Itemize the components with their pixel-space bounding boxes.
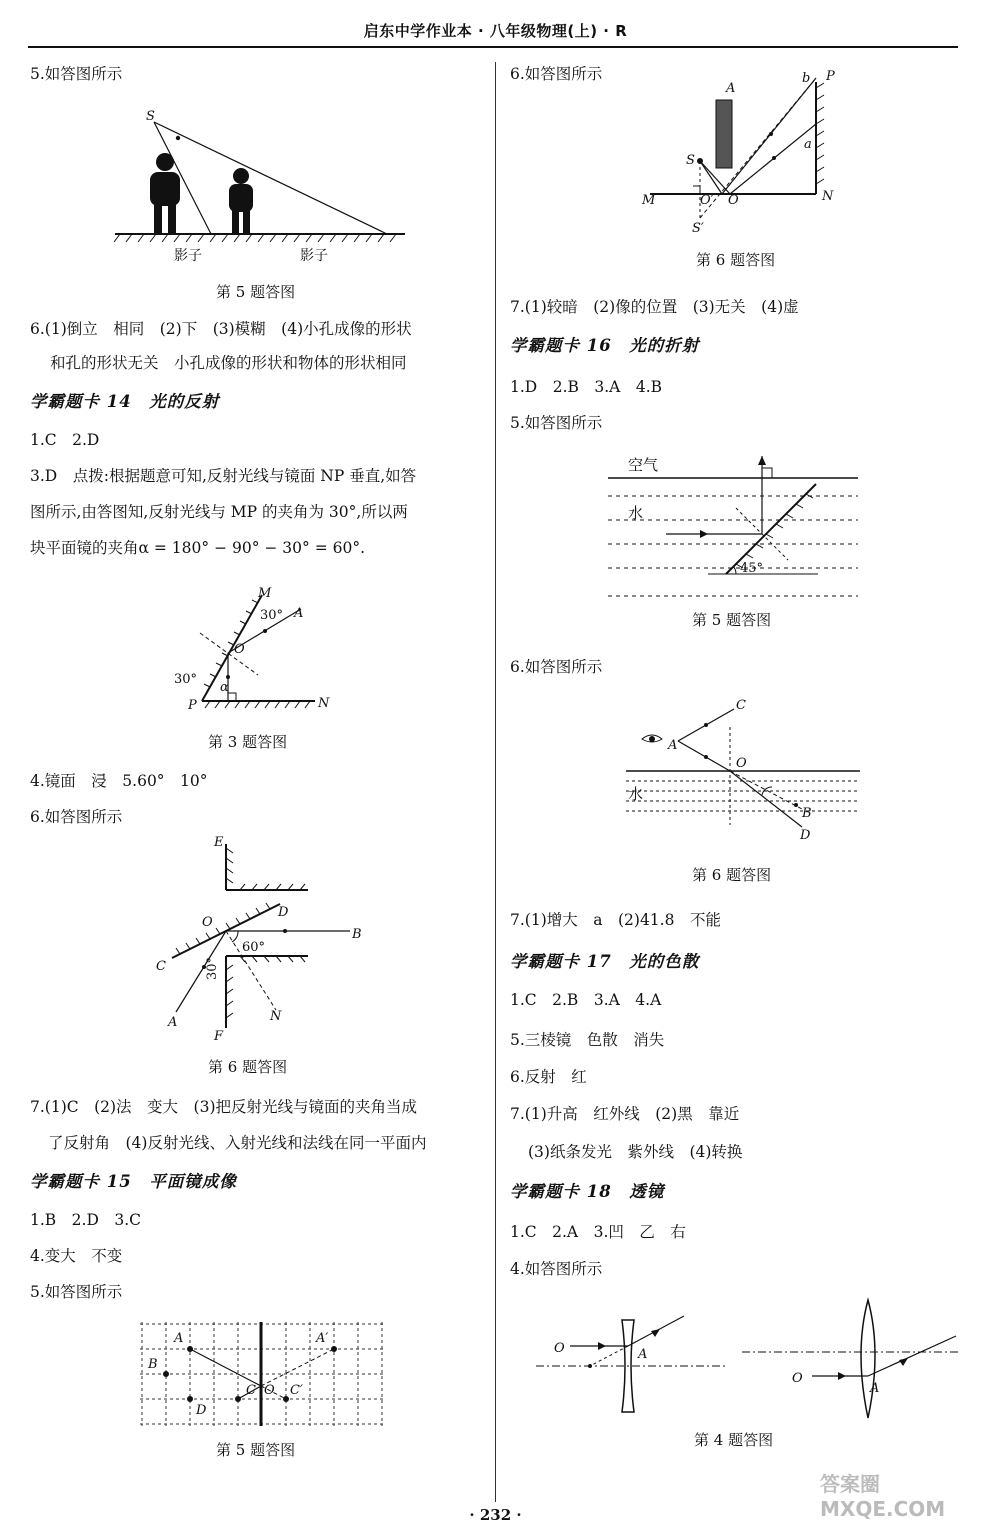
label-f: F bbox=[214, 1029, 224, 1044]
q5c-label: 5.如答图所示 bbox=[30, 1283, 123, 1301]
label-o2: O bbox=[792, 1371, 803, 1386]
r-fig6-caption: 第 6 题答图 bbox=[696, 251, 776, 269]
label-b: B bbox=[148, 1357, 158, 1372]
label-b: B bbox=[802, 806, 812, 821]
a14-q4-5: 4.镜面 浸 5.60° 10° bbox=[30, 772, 208, 790]
label-c: C bbox=[736, 698, 746, 713]
label-p: P bbox=[826, 69, 835, 84]
fig4-lens-diagrams bbox=[530, 1296, 960, 1426]
label-n: N bbox=[270, 1009, 282, 1024]
r-q6b-label: 6.如答图所示 bbox=[510, 658, 603, 676]
label-p: P bbox=[188, 698, 197, 713]
label-ang: 45° bbox=[740, 561, 764, 576]
a17-q7-line2: (3)纸条发光 紫外线 (4)转换 bbox=[528, 1143, 743, 1161]
a14-q7-line1: 7.(1)C (2)法 变大 (3)把反射光线与镜面的夹角当成 bbox=[30, 1098, 418, 1116]
label-a: A bbox=[174, 1331, 184, 1346]
a14-q1-2: 1.C 2.D bbox=[30, 431, 100, 449]
label-c: C bbox=[156, 959, 166, 974]
label-a1: A bbox=[638, 1347, 648, 1362]
person-short bbox=[229, 168, 253, 234]
fig6-periscope-diagram bbox=[150, 830, 380, 1045]
fig5-caption: 第 5 题答图 bbox=[216, 283, 296, 301]
label-air: 空气 bbox=[628, 456, 659, 474]
a18-q1-3: 1.C 2.A 3.凹 乙 右 bbox=[510, 1223, 686, 1241]
label-a: A bbox=[168, 1015, 178, 1030]
label-ang60: 60° bbox=[242, 940, 266, 955]
a14-q3-line3: 块平面镜的夹角α = 180° − 90° − 30° = 60°. bbox=[30, 539, 366, 557]
fig3-reflection-diagram bbox=[170, 585, 340, 715]
label-n: N bbox=[822, 189, 834, 204]
r-fig4-caption: 第 4 题答图 bbox=[694, 1431, 774, 1449]
label-o: O bbox=[234, 642, 245, 657]
label-d: D bbox=[278, 905, 289, 920]
q6b-label: 6.如答图所示 bbox=[30, 808, 123, 826]
label-alpha: α bbox=[220, 680, 229, 695]
label-s: S bbox=[146, 109, 155, 124]
a14-q7-line2: 了反射角 (4)反射光线、入射光线和法线在同一平面内 bbox=[48, 1134, 427, 1152]
a15-q7: 7.(1)较暗 (2)像的位置 (3)无关 (4)虚 bbox=[510, 298, 799, 316]
q6-line1: 6.(1)倒立 相同 (2)下 (3)模糊 (4)小孔成像的形状 bbox=[30, 320, 412, 338]
page-number: · 232 · bbox=[469, 1506, 522, 1524]
section-15-title: 学霸题卡 15 平面镜成像 bbox=[30, 1172, 237, 1191]
light-ray-2 bbox=[154, 122, 387, 234]
label-a: A bbox=[726, 81, 736, 96]
a15-q1-3: 1.B 2.D 3.C bbox=[30, 1211, 142, 1229]
section-18-title: 学霸题卡 18 透镜 bbox=[510, 1182, 665, 1201]
a17-q1-4: 1.C 2.B 3.A 4.A bbox=[510, 991, 662, 1009]
label-alpha: a bbox=[804, 137, 812, 152]
fig6r-plane-mirror-diagram bbox=[640, 68, 855, 238]
label-ang1: 30° bbox=[260, 608, 284, 623]
a17-q5: 5.三棱镜 色散 消失 bbox=[510, 1031, 665, 1049]
label-a: A bbox=[668, 738, 678, 753]
r-fig6b-caption: 第 6 题答图 bbox=[692, 866, 772, 884]
q5-label: 5.如答图所示 bbox=[30, 65, 123, 83]
column-divider bbox=[495, 62, 496, 1502]
label-o: O bbox=[264, 1383, 275, 1398]
label-o: O bbox=[736, 756, 747, 771]
r-q5-label: 5.如答图所示 bbox=[510, 414, 603, 432]
label-shadow-1: 影子 bbox=[174, 248, 202, 264]
header-rule bbox=[28, 46, 958, 48]
a14-q3-line1: 3.D 点拨:根据题意可知,反射光线与镜面 NP 垂直,如答 bbox=[30, 467, 417, 485]
watermark: 答案圈 MXQE.COM bbox=[820, 1472, 946, 1521]
label-a2: A bbox=[870, 1381, 880, 1396]
fig6-caption: 第 6 题答图 bbox=[208, 1058, 288, 1076]
label-d: D bbox=[800, 828, 811, 843]
label-ang2: 30° bbox=[174, 672, 198, 687]
a16-q7: 7.(1)增大 a (2)41.8 不能 bbox=[510, 911, 721, 929]
label-s2: S′ bbox=[692, 221, 704, 236]
label-shadow-2: 影子 bbox=[300, 248, 328, 264]
label-m: M bbox=[642, 193, 656, 208]
label-d: D bbox=[196, 1403, 207, 1418]
a16-q1-4: 1.D 2.B 3.A 4.B bbox=[510, 378, 663, 396]
a17-q7-line1: 7.(1)升高 红外线 (2)黑 靠近 bbox=[510, 1105, 740, 1123]
section-16-title: 学霸题卡 16 光的折射 bbox=[510, 336, 700, 355]
label-o: O bbox=[202, 915, 213, 930]
label-s: S bbox=[686, 153, 695, 168]
label-e: E bbox=[214, 835, 224, 850]
a17-q6: 6.反射 红 bbox=[510, 1068, 587, 1086]
label-water: 水 bbox=[628, 504, 644, 522]
label-water: 水 bbox=[628, 785, 644, 803]
r-q6-label: 6.如答图所示 bbox=[510, 65, 603, 83]
label-c2: C′ bbox=[290, 1383, 303, 1398]
fig5r-refraction-diagram bbox=[608, 450, 858, 600]
label-c: C bbox=[246, 1383, 256, 1398]
q6-line2: 和孔的形状无关 小孔成像的形状和物体的形状相同 bbox=[50, 354, 407, 372]
object-a bbox=[716, 100, 732, 168]
label-n: N bbox=[318, 696, 330, 711]
label-ang30: 30° bbox=[205, 956, 220, 980]
r-q4-label: 4.如答图所示 bbox=[510, 1260, 603, 1278]
label-b: B bbox=[352, 927, 362, 942]
fig5-shadow-diagram bbox=[110, 108, 410, 268]
fig3-caption: 第 3 题答图 bbox=[208, 733, 288, 751]
fig5c-mirror-grid bbox=[140, 1322, 385, 1427]
label-o1: O bbox=[554, 1341, 565, 1356]
label-a2: A′ bbox=[316, 1331, 329, 1346]
label-o1: O′ bbox=[700, 193, 714, 208]
a14-q3-line2: 图所示,由答图知,反射光线与 MP 的夹角为 30°,所以两 bbox=[30, 503, 408, 521]
label-o: O bbox=[728, 193, 739, 208]
page-header: 启东中学作业本 · 八年级物理(上) · R bbox=[363, 22, 628, 40]
a15-q4: 4.变大 不变 bbox=[30, 1247, 123, 1265]
fig6w-water-diagram bbox=[620, 695, 860, 843]
label-a: A bbox=[294, 606, 304, 621]
section-14-title: 学霸题卡 14 光的反射 bbox=[30, 392, 220, 411]
r-fig5-caption: 第 5 题答图 bbox=[692, 611, 772, 629]
section-17-title: 学霸题卡 17 光的色散 bbox=[510, 952, 700, 971]
label-b: b bbox=[802, 71, 811, 86]
label-m: M bbox=[258, 586, 272, 601]
fig5c-caption: 第 5 题答图 bbox=[216, 1441, 296, 1459]
